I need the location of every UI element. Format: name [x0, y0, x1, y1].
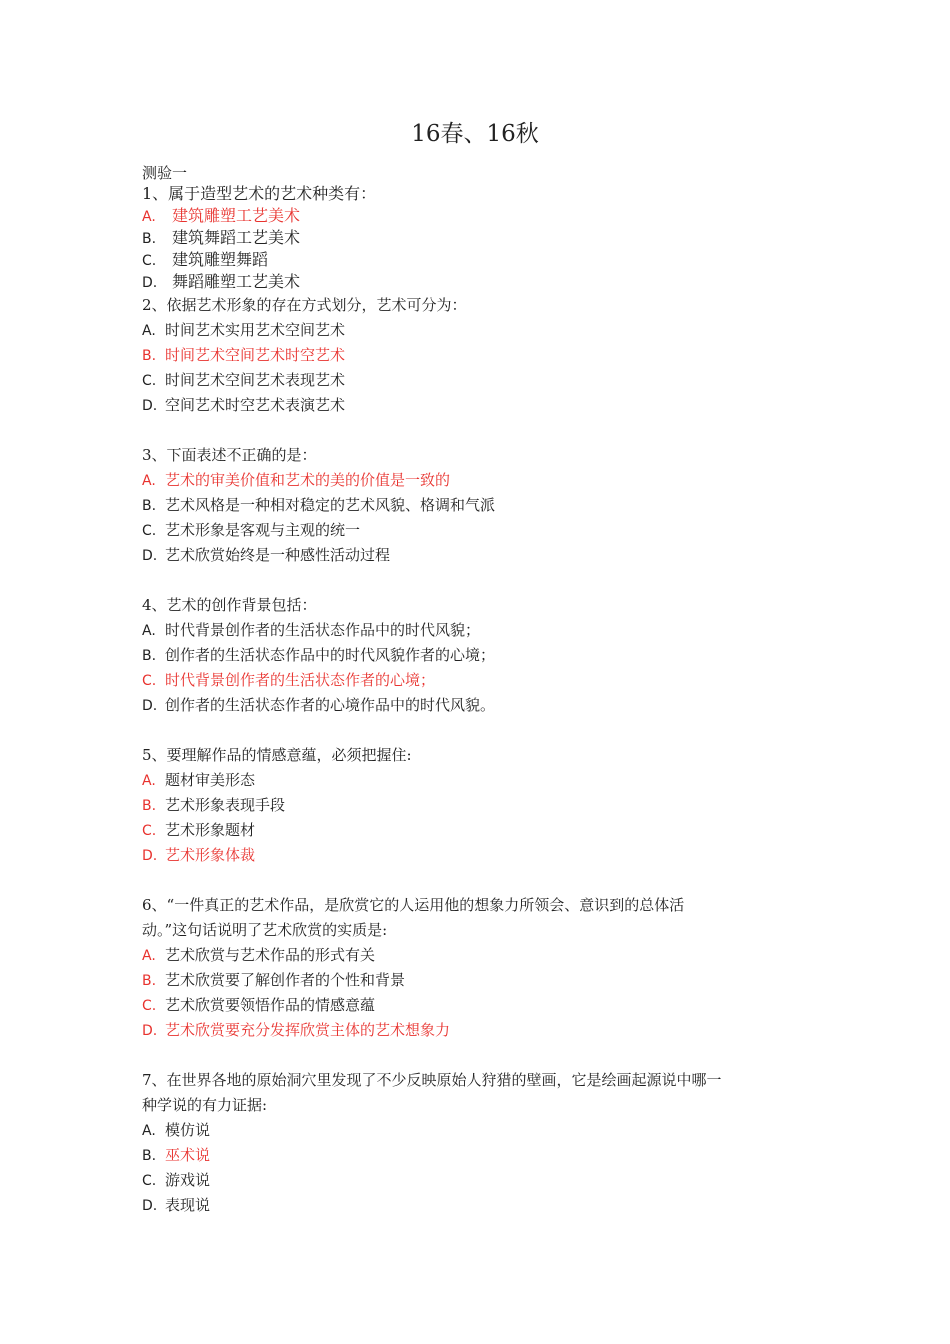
option-letter: D.	[142, 1023, 158, 1039]
option-b	[142, 793, 822, 818]
option-text: 舞蹈雕塑工艺美术	[172, 272, 301, 291]
option-letter: B.	[142, 498, 157, 514]
option-c	[142, 993, 822, 1018]
option-a	[142, 318, 822, 343]
option-letter: C.	[142, 823, 157, 839]
spacer	[142, 718, 822, 743]
option-letter: B.	[142, 348, 157, 364]
option-letter: D.	[142, 398, 158, 414]
option-b	[142, 493, 822, 518]
option-b	[142, 643, 822, 668]
question-7	[142, 1068, 822, 1218]
option-text: 题材审美形态	[165, 771, 256, 789]
option-b	[142, 343, 822, 368]
option-letter: A.	[142, 773, 156, 789]
option-letter: C.	[142, 998, 157, 1014]
option-d	[142, 1193, 822, 1218]
option-c	[142, 818, 822, 843]
option-letter: C.	[142, 673, 157, 689]
option-letter: A.	[142, 323, 156, 339]
question-text: 5、要理解作品的情感意蕴，必须把握住:	[142, 746, 412, 764]
option-a	[142, 468, 822, 493]
option-text: 艺术形象表现手段	[165, 796, 286, 814]
option-a	[142, 768, 822, 793]
option-text: 建筑雕塑工艺美术	[172, 206, 301, 225]
option-letter: C.	[142, 1173, 157, 1189]
question-text: 1、属于造型艺术的艺术种类有：	[142, 184, 377, 203]
question-text-line-2: 动。”这句话说明了艺术欣赏的实质是:	[142, 921, 388, 939]
option-d	[142, 543, 822, 568]
option-letter: A.	[142, 948, 156, 964]
option-text: 游戏说	[165, 1171, 211, 1189]
option-c	[142, 518, 822, 543]
option-text: 艺术欣赏与艺术作品的形式有关	[165, 946, 376, 964]
quiz-content	[142, 163, 822, 1218]
question-4	[142, 593, 822, 718]
question-text-line-1: 7、在世界各地的原始洞穴里发现了不少反映原始人狩猎的壁画，它是绘画起源说中哪一	[142, 1071, 722, 1089]
option-c	[142, 668, 822, 693]
option-letter: C.	[142, 253, 157, 269]
question-2	[142, 293, 822, 418]
option-c	[142, 249, 822, 271]
option-letter: D.	[142, 548, 158, 564]
option-text: 艺术欣赏要了解创作者的个性和背景	[165, 971, 406, 989]
question-text: 3、下面表述不正确的是：	[142, 446, 317, 464]
option-text: 艺术形象是客观与主观的统一	[165, 521, 361, 539]
option-a	[142, 205, 822, 227]
option-text: 艺术形象题材	[165, 821, 256, 839]
spacer	[142, 868, 822, 893]
option-text: 时代背景创作者的生活状态作品中的时代风貌；	[165, 621, 481, 639]
option-text: 巫术说	[165, 1146, 211, 1164]
option-letter: A.	[142, 473, 156, 489]
option-text: 时间艺术空间艺术表现艺术	[165, 371, 346, 389]
option-text: 艺术风格是一种相对稳定的艺术风貌、格调和气派	[165, 496, 496, 514]
option-letter: D.	[142, 1198, 158, 1214]
option-text: 时间艺术实用艺术空间艺术	[165, 321, 346, 339]
option-d	[142, 693, 822, 718]
question-6	[142, 893, 822, 1043]
option-letter: D.	[142, 275, 158, 291]
question-text-line-1: 6、“一件真正的艺术作品，是欣赏它的人运用他的想象力所领会、意识到的总体活	[142, 896, 685, 914]
option-text: 表现说	[165, 1196, 211, 1214]
option-letter: B.	[142, 973, 157, 989]
option-text: 艺术形象体裁	[165, 846, 256, 864]
option-text: 空间艺术时空艺术表演艺术	[165, 396, 346, 414]
option-d	[142, 271, 822, 293]
question-text: 2、依据艺术形象的存在方式划分，艺术可分为：	[142, 296, 467, 314]
option-text: 艺术欣赏始终是一种感性活动过程	[165, 546, 391, 564]
option-letter: C.	[142, 373, 157, 389]
option-d	[142, 843, 822, 868]
spacer	[142, 568, 822, 593]
question-5	[142, 743, 822, 868]
option-letter: A.	[142, 1123, 156, 1139]
option-text: 时代背景创作者的生活状态作者的心境；	[165, 671, 436, 689]
question-text: 4、艺术的创作背景包括：	[142, 596, 317, 614]
option-text: 建筑舞蹈工艺美术	[172, 228, 301, 247]
option-b	[142, 227, 822, 249]
option-letter: D.	[142, 848, 158, 864]
option-text: 创作者的生活状态作品中的时代风貌作者的心境；	[165, 646, 496, 664]
section-label: 测验一	[142, 164, 188, 182]
question-1	[142, 183, 822, 293]
option-a	[142, 1118, 822, 1143]
option-letter: A.	[142, 623, 156, 639]
option-letter: D.	[142, 698, 158, 714]
option-d	[142, 1018, 822, 1043]
spacer	[142, 418, 822, 443]
option-text: 创作者的生活状态作者的心境作品中的时代风貌。	[165, 696, 496, 714]
document-title: 16春、16秋	[411, 121, 539, 147]
option-text: 时间艺术空间艺术时空艺术	[165, 346, 346, 364]
option-letter: A.	[142, 209, 156, 225]
option-c	[142, 368, 822, 393]
option-a	[142, 943, 822, 968]
option-d	[142, 393, 822, 418]
option-text: 模仿说	[165, 1121, 211, 1139]
option-a	[142, 618, 822, 643]
question-3	[142, 443, 822, 568]
option-letter: B.	[142, 798, 157, 814]
option-b	[142, 1143, 822, 1168]
spacer	[142, 1043, 822, 1068]
option-letter: B.	[142, 1148, 157, 1164]
option-c	[142, 1168, 822, 1193]
option-letter: C.	[142, 523, 157, 539]
option-text: 艺术欣赏要领悟作品的情感意蕴	[165, 996, 376, 1014]
option-b	[142, 968, 822, 993]
option-letter: B.	[142, 231, 157, 247]
option-text: 艺术欣赏要充分发挥欣赏主体的艺术想象力	[165, 1021, 451, 1039]
option-letter: B.	[142, 648, 157, 664]
question-text-line-2: 种学说的有力证据:	[142, 1096, 268, 1114]
option-text: 艺术的审美价值和艺术的美的价值是一致的	[165, 471, 451, 489]
option-text: 建筑雕塑舞蹈	[172, 250, 269, 269]
